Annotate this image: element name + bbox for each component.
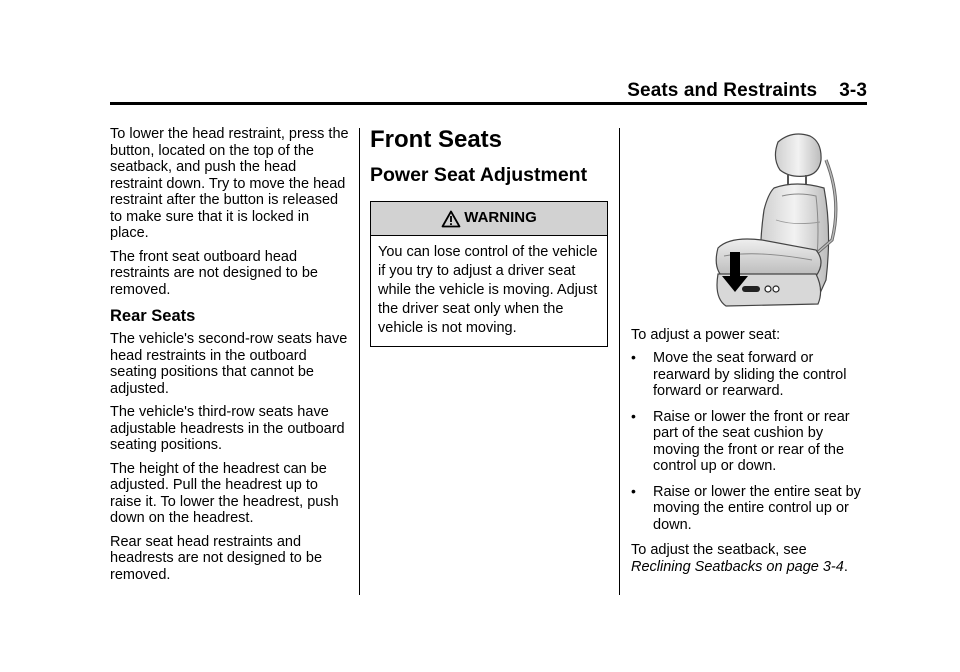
bullet-icon: • bbox=[631, 349, 636, 365]
column-divider-1 bbox=[359, 128, 360, 595]
warning-triangle-icon bbox=[441, 210, 461, 228]
header-rule bbox=[110, 102, 867, 105]
seatback-reference: To adjust the seatback, see Reclining Seatbacks on page 3-4. bbox=[631, 542, 848, 575]
warning-header bbox=[371, 202, 607, 236]
column-right bbox=[631, 126, 871, 582]
list-item: • Move the seat forward or rearward by sliding the control forward or rearward. bbox=[631, 349, 847, 399]
bullet-icon: • bbox=[631, 407, 636, 424]
paragraph-head-restraint-lower: To lower the head restraint, press the button, located on the top of the seatback, and push the head restraint down. Try to move the head restraint after the button is released to make sure that it is locked in place. bbox=[110, 126, 349, 241]
list-item: • Raise or lower the front or rear part of the seat cushion by moving the front or rear of the control up or down. bbox=[631, 407, 850, 474]
power-seat-intro: To adjust a power seat: bbox=[631, 326, 781, 343]
warning-text: You can lose control of the vehicle if you try to adjust a driver seat while the vehicle is moving. Adjust the driver seat only when the vehicle is not moving. bbox=[378, 244, 598, 336]
paragraph-front-seat-restraints: The front seat outboard head restraints are not designed to be removed. bbox=[110, 248, 318, 298]
list-item: • Raise or lower the entire seat by moving the entire control up or down. bbox=[631, 482, 861, 533]
front-seats-heading: Front Seats bbox=[370, 126, 503, 153]
power-seat-illustration bbox=[666, 130, 866, 316]
column-middle bbox=[370, 126, 610, 347]
paragraph-second-row: The vehicle's second-row seats have head restraints in the outboard seating positions that cannot be adjusted. bbox=[110, 331, 348, 397]
page-header bbox=[110, 80, 867, 102]
page-number: 3-3 bbox=[839, 80, 867, 101]
paragraph-rear-removal: Rear seat head restraints and headrests are not designed to be removed. bbox=[110, 533, 323, 583]
warning-box bbox=[370, 201, 608, 347]
warning-title: WARNING bbox=[464, 209, 537, 227]
paragraph-third-row: The vehicle's third-row seats have adjustable headrests in the outboard seating positions. bbox=[110, 404, 345, 453]
column-divider-2 bbox=[619, 128, 620, 595]
headrest-shape bbox=[775, 134, 821, 176]
bullet-icon: • bbox=[631, 482, 636, 499]
column-left bbox=[110, 126, 350, 590]
power-seat-heading: Power Seat Adjustment bbox=[370, 164, 588, 186]
seat-control-switch bbox=[742, 286, 760, 292]
section-title: Seats and Restraints bbox=[627, 80, 818, 101]
rear-seats-heading: Rear Seats bbox=[110, 307, 196, 325]
power-seat-bullet-list bbox=[631, 350, 871, 533]
paragraph-headrest-height: The height of the headrest can be adjusted. Pull the headrest up to raise it. To lower the headrest, push down on the headrest. bbox=[110, 460, 339, 526]
reclining-seatbacks-link[interactable]: Reclining Seatbacks on page 3-4 bbox=[631, 558, 844, 575]
